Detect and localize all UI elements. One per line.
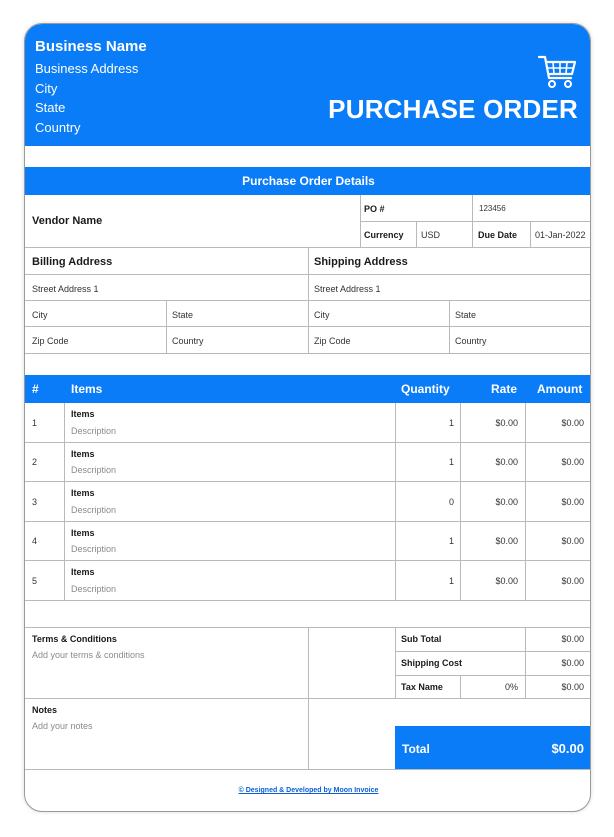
column-header-rate: Rate <box>491 382 518 396</box>
vendor-name[interactable]: Vendor Name <box>32 215 103 227</box>
shipping-state[interactable]: State <box>455 310 477 320</box>
details-section-bar <box>25 167 591 195</box>
currency-value[interactable]: USD <box>421 230 441 240</box>
purchase-order-document <box>24 23 591 812</box>
item-quantity[interactable]: 1 <box>448 457 454 467</box>
terms-heading: Terms & Conditions <box>32 634 117 644</box>
header-banner <box>25 24 591 146</box>
item-description[interactable]: Description <box>71 465 117 475</box>
business-state[interactable]: State <box>35 100 66 115</box>
item-description[interactable]: Description <box>71 544 117 554</box>
item-quantity[interactable]: 1 <box>448 418 454 428</box>
business-city[interactable]: City <box>35 81 58 96</box>
shipping-street[interactable]: Street Address 1 <box>314 284 381 294</box>
total-label: Total <box>402 742 430 756</box>
item-amount: $0.00 <box>561 576 584 586</box>
row-number: 5 <box>32 576 38 586</box>
terms-input[interactable]: Add your terms & conditions <box>32 650 145 660</box>
item-quantity[interactable]: 1 <box>448 536 454 546</box>
document-title: PURCHASE ORDER <box>328 94 578 124</box>
billing-address-heading: Billing Address <box>32 256 113 268</box>
item-rate[interactable]: $0.00 <box>495 457 518 467</box>
item-rate[interactable]: $0.00 <box>495 576 518 586</box>
notes-heading: Notes <box>32 705 58 715</box>
billing-country[interactable]: Country <box>172 336 204 346</box>
row-number: 1 <box>32 418 38 428</box>
item-quantity[interactable]: 0 <box>448 497 454 507</box>
row-number: 3 <box>32 497 38 507</box>
total-box <box>395 726 591 769</box>
item-amount: $0.00 <box>561 536 584 546</box>
billing-street[interactable]: Street Address 1 <box>32 284 99 294</box>
billing-zip[interactable]: Zip Code <box>32 336 69 346</box>
details-section-title: Purchase Order Details <box>242 174 375 188</box>
item-name[interactable]: Items <box>71 528 95 538</box>
item-name[interactable]: Items <box>71 567 95 577</box>
tax-value: $0.00 <box>561 682 584 692</box>
item-description[interactable]: Description <box>71 584 117 594</box>
item-quantity[interactable]: 1 <box>448 576 454 586</box>
column-header-amount: Amount <box>537 382 583 396</box>
due-date-label: Due Date <box>478 230 518 240</box>
row-number: 4 <box>32 536 38 546</box>
item-amount: $0.00 <box>561 497 584 507</box>
item-amount: $0.00 <box>561 418 584 428</box>
shipping-city[interactable]: City <box>314 310 330 320</box>
tax-rate[interactable]: 0% <box>504 682 518 692</box>
po-number-label: PO # <box>364 204 385 214</box>
footer-credit-link[interactable]: © Designed & Developed by Moon Invoice <box>238 787 379 794</box>
po-number-value[interactable]: 123456 <box>479 204 506 213</box>
item-name[interactable]: Items <box>71 409 95 419</box>
shipping-cost-label: Shipping Cost <box>401 658 462 668</box>
item-rate[interactable]: $0.00 <box>495 418 518 428</box>
subtotal-label: Sub Total <box>401 634 442 644</box>
business-address[interactable]: Business Address <box>35 61 139 76</box>
item-name[interactable]: Items <box>71 449 95 459</box>
shipping-country[interactable]: Country <box>455 336 487 346</box>
total-value: $0.00 <box>551 741 584 756</box>
items-header-bar <box>25 375 591 403</box>
item-name[interactable]: Items <box>71 488 95 498</box>
currency-label: Currency <box>364 230 404 240</box>
item-description[interactable]: Description <box>71 426 117 436</box>
billing-city[interactable]: City <box>32 310 48 320</box>
item-rate[interactable]: $0.00 <box>495 536 518 546</box>
billing-state[interactable]: State <box>172 310 194 320</box>
shipping-cost-value[interactable]: $0.00 <box>561 658 584 668</box>
item-amount: $0.00 <box>561 457 584 467</box>
shopping-cart-icon <box>537 52 577 90</box>
notes-input[interactable]: Add your notes <box>32 721 93 731</box>
subtotal-value: $0.00 <box>561 634 584 644</box>
column-header-quantity: Quantity <box>401 382 450 396</box>
tax-name-label[interactable]: Tax Name <box>401 682 443 692</box>
business-country[interactable]: Country <box>35 120 81 135</box>
business-name[interactable]: Business Name <box>35 38 147 55</box>
column-header-items: Items <box>71 382 103 396</box>
row-number: 2 <box>32 457 38 467</box>
column-header-number: # <box>32 382 39 396</box>
due-date-value[interactable]: 01-Jan-2022 <box>535 230 586 240</box>
item-description[interactable]: Description <box>71 505 117 515</box>
shipping-address-heading: Shipping Address <box>314 256 408 268</box>
item-rate[interactable]: $0.00 <box>495 497 518 507</box>
shipping-zip[interactable]: Zip Code <box>314 336 351 346</box>
